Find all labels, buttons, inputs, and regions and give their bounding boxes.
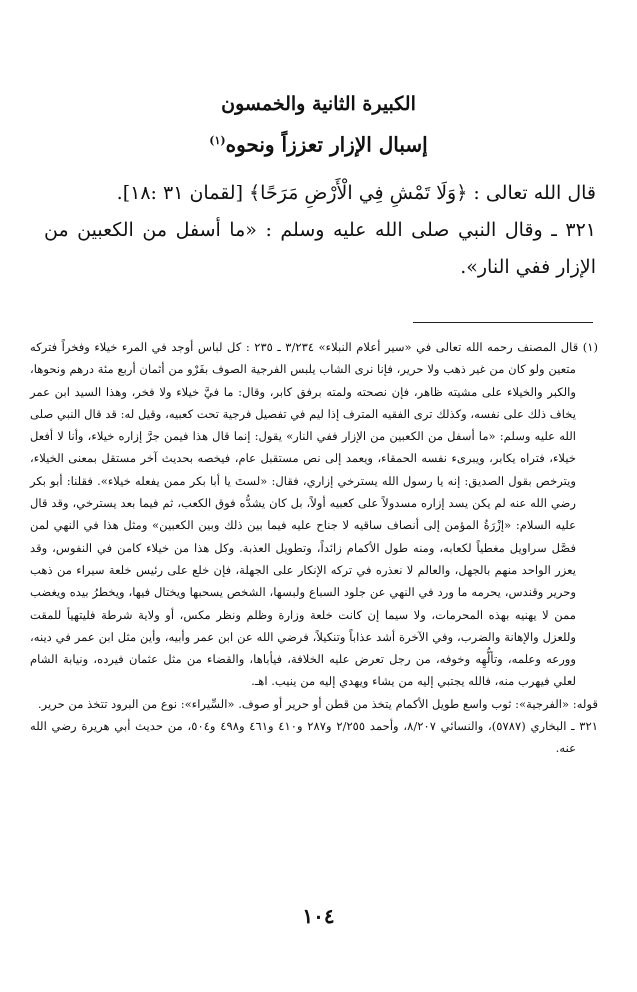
- footnote-marker: (١): [209, 134, 226, 147]
- footnotes: [30, 336, 598, 760]
- takhrij-note: ٣٢١ ـ البخاري (٥٧٨٧)، والنسائي ٨/٢٠٧، وأحمد ٢/٢٥٥ و٢٨٧ و٤١٠ و٤٦١ و٤٩٨ و٥٠٤، من حديث أبي هريرة رضي الله عنه.: [30, 719, 598, 756]
- footnote-1: (١) قال المصنف رحمه الله تعالى في «سير أعلام النبلاء» ٣/٢٣٤ ـ ٢٣٥ : كل لباس أوجد في المرء خيلاء وفخراً فتركه متعين ولو كان من غير ذهب ولا حرير، فإنا نرى الشاب يلبس الفرجية الصوف بفَرْو من أثمان أربع مئة درهم ونحوها، والكبر والخيلاء على مشيته ظاهر، فإن نصحته ولمته برفق كابر، وقال: ما فيَّ خيلاء ولا فخر، وهذا السيد ابن عمر يخاف ذلك على نفسه، وكذلك ترى الفقيه المترف إذا ليم في تفصيل فرجية تحت كعبيه، وقيل له: قد قال النبي صلى الله عليه وسلم: «ما أسفل من الكعبين من الإزار ففي النار» يقول: إنما قال هذا فيمن جرَّ إزاره خيلاء، وأنا لا أفعل خيلاء، فتراه يكابر، ويبرىء نفسه الحمقاء، ويعمد إلى نص مستقبل عام، فيخصه بحديث آخر مستقل بمعنى الخيلاء، ويترخص بقول الصديق: إنه يا رسول الله يسترخي إزاري، فقال: «لستَ يا أبا بكر ممن يفعله خيلاء». فقلنا: أبو بكر رضي الله عنه لم يكن يسد إزاره مسدولاً على كعبيه أولاً، بل كان يشدُّه فوق الكعب، ثم فيما بعد يسترخي، وقد قال عليه السلام: «إزْرَةُ المؤمن إلى أنصاف ساقيه لا جناح عليه فيما بين ذلك وبين الكعبين» ومثل هذا في النهي لمن فصَّل سراويل مغطياً لكعابه، ومنه طول الأكمام زائداً، وتطويل العذبة. وكل هذا من خيلاء كامن في النفوس، وقد يعزر الواحد منهم بالجهل، والعالم لا نعذره في تركه الإنكار على الجهلة، فإن خلع على رئيس خلعة سيراء من ذهب وحرير وقندس، يحرمه ما ورد في النهي عن جلود السباع ولبسها، الشخص يسحبها ويختال فيها، ويخطرُ بيده ويغضب ممن لا يهنيه بهذه المحرمات، ولا سيما إن كانت خلعة وزارة وظلم ونظر مكس، أو ولاية شرطة فليتهيأ للمقت وللعزل والإهانة والضرب، وفي الآخرة أشد عذاباً وتنكيلاً، فرضي الله عن ابن عمر وأبيه، وأين مثل ابن عمر في دينه، وورعه وعلمه، وتألُّهِه وخوفه، من رجل تعرض عليه الخلافة، فيأباها، والقضاء من مثل عثمان فيرده، ونيابة الشام لعلي فيهرب منه، فالله يجتبي إليه من يشاء ويهدي إليه من ينيب. اهـ.: [30, 340, 598, 689]
- chapter-heading: الكبيرة الثانية والخمسون: [221, 93, 416, 115]
- section-title-text: إسبال الإزار تعززاً ونحوه: [225, 132, 428, 157]
- page-number: ١٠٤: [302, 904, 335, 928]
- hadith-text: ٣٢١ ـ وقال النبي صلى الله عليه وسلم : «ما أسفل من الكعبين من الإزار ففي النار».: [44, 219, 596, 278]
- footnote-separator: [413, 322, 593, 323]
- vocabulary-note: قوله: «الفرجية»: ثوب واسع طويل الأكمام يتخذ من قطن أو حرير أو صوف. «السِّيراء»: نوع من البرود تتخذ من حرير.: [37, 696, 598, 711]
- main-text: [44, 175, 596, 286]
- quran-verse: قال الله تعالى : ﴿وَلَا تَمْشِ فِي الْأَرْضِ مَرَحًا﴾ [لقمان ٣١ :١٨].: [116, 182, 596, 204]
- section-title: [0, 126, 637, 160]
